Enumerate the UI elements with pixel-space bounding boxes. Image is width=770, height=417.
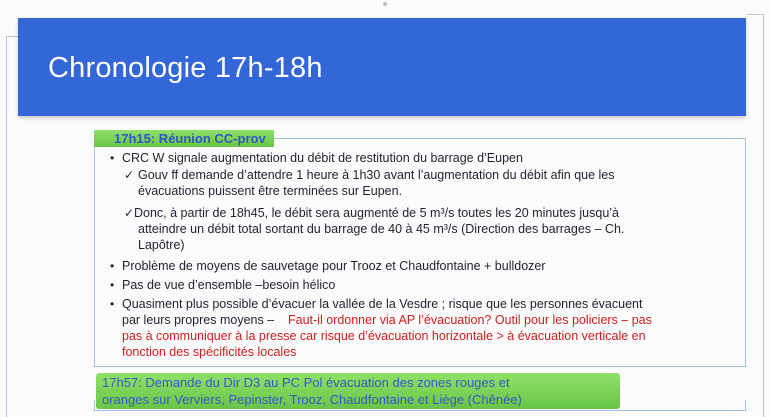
bullet-dot: • [110, 151, 115, 165]
text-line: Problème de moyens de sauvetage pour Trooz et Chaudfontaine + bulldozer [122, 259, 546, 273]
section-box-outline-bottom [94, 400, 746, 411]
text-line: par leurs propres moyens – [122, 313, 275, 327]
text-line-red: fonction des spécificités locales [122, 345, 297, 359]
bullet-dot: • [110, 259, 115, 273]
text-line: CRC W signale augmentation du débit de restitution du barrage d’Eupen [122, 151, 523, 165]
slide-dot [383, 2, 387, 6]
bullet-dot: • [110, 297, 115, 311]
section2-line: oranges sur Verviers, Pepinster, Trooz, Chaudfontaine et Liège (Chênée) [102, 392, 522, 407]
bullet-check: ✓ [124, 206, 135, 220]
text-line: Donc, à partir de 18h45, le débit sera augmenté de 5 m³/s toutes les 20 minutes jusqu’à [134, 206, 620, 220]
bullet-check: ✓ [124, 168, 135, 182]
frame-decoration-right [747, 14, 764, 417]
text-line: Lapôtre) [138, 238, 185, 252]
text-line: atteindre un débit total sortant du barrage de 40 à 45 m³/s (Direction des barrages – Ch. [138, 222, 625, 236]
section2-line: 17h57: Demande du Dir D3 au PC Pol évacuation des zones rouges et [102, 375, 510, 390]
text-line: Pas de vue d’ensemble –besoin hélico [122, 278, 336, 292]
section-heading-17h15: 17h15: Réunion CC-prov [94, 130, 274, 147]
slide-title: Chronologie 17h-18h [48, 52, 323, 84]
text-line-red: Faut-il ordonner via AP l’évacuation? Outil pour les policiers – pas [288, 313, 652, 327]
bullet-dot: • [110, 278, 115, 292]
text-line-red: pas à communiquer à la presse car risque d’évacuation horizontale > à évacuation verticale en [122, 329, 646, 343]
title-banner [18, 18, 746, 116]
text-line: évacuations puissent être terminées sur Eupen. [138, 184, 403, 198]
text-line: Quasiment plus possible d’évacuer la vallée de la Vesdre ; risque que les personnes évacuent [122, 297, 643, 311]
text-line: Gouv ff demande d’attendre 1 heure à 1h30 avant l’augmentation du débit afin que les [138, 168, 615, 182]
